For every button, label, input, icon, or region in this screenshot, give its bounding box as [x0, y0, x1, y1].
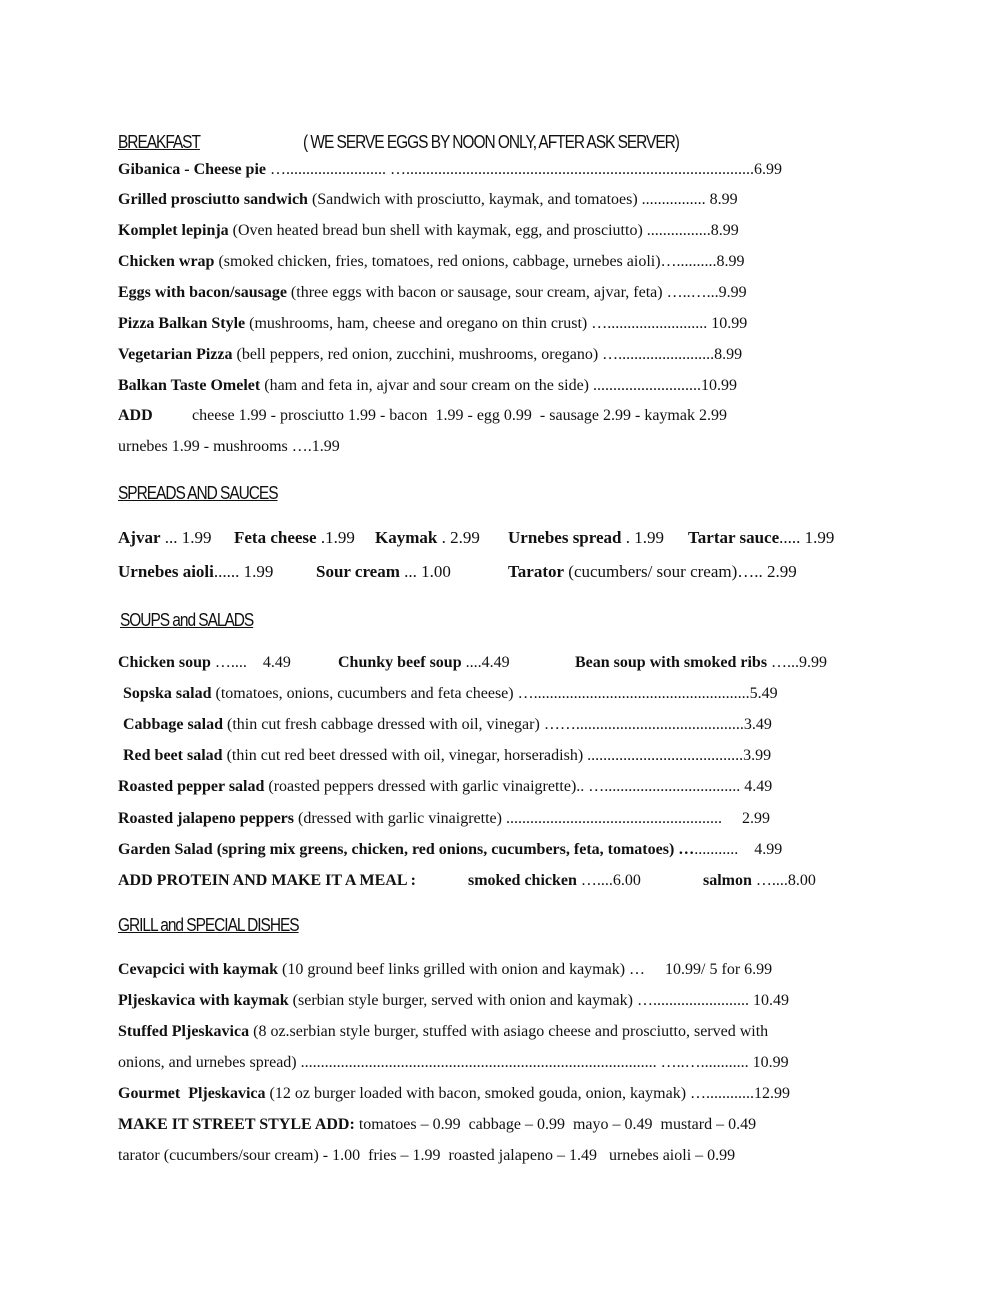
grill-item: Stuffed Pljeskavica (8 oz.serbian style burger, stuffed with asiago cheese and prosciutto, served with — [118, 1023, 769, 1040]
grill-heading: GRILL and SPECIAL DISHES — [118, 915, 299, 935]
breakfast-item: Vegetarian Pizza (bell peppers, red onion, zucchini, mushrooms, oregano) …........................8.99 — [118, 346, 743, 363]
soup-item: Chunky beef soup ....4.49 — [338, 654, 510, 671]
breakfast-item: Eggs with bacon/sausage (three eggs with bacon or sausage, sour cream, ajvar, feta) …..…...9.99 — [118, 284, 747, 301]
spread-item: Ajvar ... 1.99 — [118, 528, 212, 547]
breakfast-note: ( WE SERVE EGGS BY NOON ONLY, AFTER ASK SERVER) — [303, 132, 679, 152]
grill-item-continued: onions, and urnebes spread) ......................................................................................... …..…............ 10.99 — [118, 1054, 789, 1071]
salad-item: Red beet salad (thin cut red beet dressed with oil, vinegar, horseradish) .......................................3.99 — [123, 747, 772, 764]
salad-item: Cabbage salad (thin cut fresh cabbage dressed with oil, vinegar) ……..........................................3.49 — [123, 716, 772, 733]
breakfast-add-line2: urnebes 1.99 - mushrooms ….1.99 — [118, 438, 340, 455]
street-style-line2: tarator (cucumbers/sour cream) - 1.00 fries – 1.99 roasted jalapeno – 1.49 urnebes aioli – 0.99 — [118, 1147, 736, 1164]
breakfast-heading: BREAKFAST — [118, 132, 200, 152]
breakfast-item: Grilled prosciutto sandwich (Sandwich with prosciutto, kaymak, and tomatoes) ................ 8.99 — [118, 191, 738, 208]
spread-item: Urnebes spread . 1.99 — [508, 528, 664, 547]
protein-salmon: salmon …....8.00 — [703, 872, 816, 889]
grill-item: Pljeskavica with kaymak (serbian style burger, served with onion and kaymak) …........................ 10.49 — [118, 992, 789, 1009]
grill-item: Gourmet Pljeskavica (12 oz burger loaded with bacon, smoked gouda, onion, kaymak) …............12.99 — [118, 1085, 791, 1102]
street-style-line1: MAKE IT STREET STYLE ADD: tomatoes – 0.99 cabbage – 0.99 mayo – 0.49 mustard – 0.49 — [118, 1116, 757, 1133]
soups-heading: SOUPS and SALADS — [120, 610, 254, 630]
salad-item: Roasted pepper salad (roasted peppers dressed with garlic vinaigrette).. ….................................. 4.49 — [118, 778, 773, 795]
breakfast-item: Balkan Taste Omelet (ham and feta in, ajvar and sour cream on the side) ...........................10.99 — [118, 377, 737, 394]
spread-item: Sour cream ... 1.00 — [316, 562, 451, 581]
spread-item: Feta cheese .1.99 — [234, 528, 355, 547]
breakfast-item: Chicken wrap (smoked chicken, fries, tomatoes, red onions, cabbage, urnebes aioli)…..........8.99 — [118, 253, 745, 270]
breakfast-add-line1: cheese 1.99 - prosciutto 1.99 - bacon 1.99 - egg 0.99 - sausage 2.99 - kaymak 2.99 — [192, 407, 727, 424]
soup-item: Chicken soup ….... 4.49 — [118, 654, 291, 671]
soup-item: Bean soup with smoked ribs …...9.99 — [575, 654, 828, 671]
spread-item: Kaymak . 2.99 — [375, 528, 480, 547]
spreads-heading: SPREADS AND SAUCES — [118, 483, 278, 503]
breakfast-item: Komplet lepinja (Oven heated bread bun shell with kaymak, egg, and prosciutto) ................8.99 — [118, 222, 739, 239]
protein-add-label: ADD PROTEIN AND MAKE IT A MEAL : — [118, 872, 416, 889]
salad-item: Sopska salad (tomatoes, onions, cucumbers and feta cheese) …......................................................5.49 — [123, 685, 778, 702]
breakfast-item: Gibanica - Cheese pie …......................... ….......................................................................................6.99 — [118, 161, 782, 178]
spread-item: Tarator (cucumbers/ sour cream)….. 2.99 — [508, 562, 797, 581]
grill-item: Cevapcici with kaymak (10 ground beef links grilled with onion and kaymak) … 10.99/ 5 for 6.99 — [118, 961, 773, 978]
spread-item: Tartar sauce..... 1.99 — [688, 528, 835, 547]
salad-item: Garden Salad (spring mix greens, chicken, red onions, cucumbers, feta, tomatoes) …........... 4.99 — [118, 841, 783, 858]
protein-chicken: smoked chicken …....6.00 — [468, 872, 641, 889]
breakfast-add-label: ADD — [118, 407, 153, 424]
breakfast-item: Pizza Balkan Style (mushrooms, ham, cheese and oregano on thin crust) …......................... 10.99 — [118, 315, 748, 332]
salad-item: Roasted jalapeno peppers (dressed with garlic vinaigrette) ...................................................... 2.99 — [118, 810, 770, 827]
spread-item: Urnebes aioli...... 1.99 — [118, 562, 274, 581]
